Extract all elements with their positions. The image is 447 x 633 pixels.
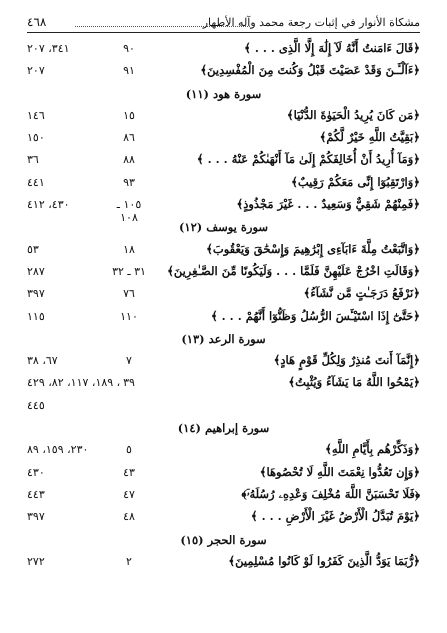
verse-number: ١٥	[123, 108, 135, 122]
verse-number: ٨٨	[123, 153, 135, 167]
surah-title: سورة الرعد (١٣)	[181, 331, 266, 346]
surah-heading-row	[27, 417, 420, 439]
page-references: ٣٩٧	[27, 510, 45, 524]
page-references: ٢٧٢	[27, 554, 45, 568]
verse-text: ﴿وَاتَّبَعْتُ مِلَّةَ ءَابَآءِى إِبْرَٰهِيمَ وَإِسْحَٰقَ وَيَعْقُوبَ﴾	[206, 241, 420, 256]
verse-entry-row	[27, 105, 420, 127]
verse-entry-row	[27, 60, 420, 82]
page-references: ، ١٨٩، ١١٧، ٨٢، ٤٢٩	[27, 376, 121, 390]
page-references: ٣٤١، ٢٠٧	[27, 42, 70, 55]
surah-heading-row	[27, 216, 420, 238]
continuation-row	[27, 395, 420, 417]
verse-entry-row	[27, 38, 420, 60]
verse-text: ﴿وَارْتَقِبُوٓا إِنِّى مَعَكُمْ رَقِيبٌ﴾	[291, 174, 420, 189]
page-references: ٤٣٠، ٤١٢	[27, 198, 70, 212]
verse-entry-row	[27, 484, 420, 506]
surah-title: سورة هود (١١)	[185, 86, 262, 101]
verse-number: ٤٨	[123, 510, 135, 524]
page-references: ٤٤٣	[27, 487, 45, 501]
verse-text: ﴿مَن كَانَ يُرِيدُ الْحَيَوٰةَ الدُّنْيَا﴾	[286, 107, 420, 122]
page-references: ٦٧، ٣٨	[27, 354, 58, 368]
verse-number: ١١٠	[120, 309, 138, 323]
verse-text: ﴿يَمْحُوا اللَّهُ مَا يَشَآءُ وَيُثْبِتُ﴾	[288, 375, 420, 390]
running-title: مشكاة الأنوار في إثبات رجعة محمد وآله الأطهار	[202, 16, 420, 29]
surah-heading-row	[27, 83, 420, 105]
verse-text: ﴿حَتَّىٰٓ إِذَا اسْتَيْـَٔسَ الرُّسُلُ وَظَنُّوٓا أَنَّهُمْ . . . ﴾	[210, 308, 420, 323]
verse-text: ﴿فَلَا تَحْسَبَنَّ اللَّهَ مُخْلِفَ وَعْدِهِۦ رُسُلَهُۥٓ﴾	[241, 486, 420, 501]
verse-text: ﴿إِنَّمَآ أَنتَ مُنذِرٌ وَلِكُلِّ قَوْمٍ هَادٍ﴾	[273, 353, 420, 368]
verse-entry-row	[27, 350, 420, 372]
verse-text: ﴿نَرْفَعُ دَرَجَـٰتٍ مَّن نَّشَآءُ﴾	[303, 286, 420, 301]
page-references: ٣٦	[27, 153, 39, 167]
surah-heading-row	[27, 529, 420, 551]
verse-entry-row	[27, 261, 420, 283]
verse-number: ١٨	[123, 242, 135, 256]
verse-number: ١٠٥ ـ ١٠٨	[116, 198, 142, 225]
surah-title: سورة يوسف (١٢)	[178, 220, 269, 235]
verse-entry-row	[27, 239, 420, 261]
verse-entry-row	[27, 194, 420, 225]
page-references: ٢٣٠، ١٥٩، ٨٩	[27, 443, 89, 457]
verse-entry-row	[27, 127, 420, 149]
surah-heading-row	[27, 328, 420, 350]
page-references: ٤٤١	[27, 175, 45, 189]
verse-number: ٩٠	[123, 42, 135, 55]
page-references: ١٤٦	[27, 108, 45, 122]
page-references: ٣٩٧	[27, 287, 45, 301]
verse-number: ٨٦	[123, 131, 135, 145]
page-references: ٢٨٧	[27, 264, 45, 278]
verse-number: ٣١ ـ ٣٢	[112, 264, 146, 278]
verse-text: ﴿وَذَكِّرْهُم بِأَيَّامِ اللَّهِ﴾	[325, 442, 420, 457]
verse-text: ﴿وَإِن تَعُدُّوا نِعْمَتَ اللَّهِ لَا تُحْصُوهَا﴾	[259, 464, 420, 479]
verse-entry-row	[27, 306, 420, 328]
verse-text: ﴿بَقِيَّتُ اللَّهِ خَيْرٌ لَّكُمْ﴾	[319, 130, 420, 145]
verse-number: ٩١	[123, 64, 135, 78]
verse-number: ٤٣	[123, 465, 135, 479]
page-references: ١٥٠	[27, 131, 45, 145]
verse-index-table	[27, 38, 420, 573]
verse-number: ٥	[126, 443, 132, 457]
verse-entry-row	[27, 372, 420, 394]
page-references: ٤٤٥	[27, 398, 45, 412]
running-header	[27, 10, 420, 33]
header-dotted-leader	[75, 26, 250, 27]
page-references: ٥٣	[27, 242, 39, 256]
verse-entry-row	[27, 462, 420, 484]
verse-entry-row	[27, 172, 420, 194]
verse-number: ٢	[126, 554, 132, 568]
verse-number: ٣٩	[123, 376, 135, 390]
verse-text: ﴿فَمِنْهُمْ شَقِيٌّ وَسَعِيدٌ . . . غَيْرَ مَجْذُوذٍ﴾	[236, 197, 420, 212]
verse-entry-row	[27, 551, 420, 573]
verse-number: ٩٣	[123, 175, 135, 189]
verse-text: ﴿وَقَالَتِ اخْرُجْ عَلَيْهِنَّ فَلَمَّا . . . وَلَيَكُونًا مِّنَ الصَّـٰغِرِينَ﴾	[167, 263, 420, 278]
verse-entry-row	[27, 439, 420, 461]
verse-text: ﴿وَمَآ أُرِيدُ أَنْ أُخَالِفَكُمْ إِلَىٰ مَآ أَنْهَىٰكُمْ عَنْهُ . . . ﴾	[196, 152, 420, 167]
verse-entry-row	[27, 149, 420, 171]
surah-title: سورة الحجر (١٥)	[180, 532, 267, 547]
verse-entry-row	[27, 283, 420, 305]
surah-title: سورة إبراهيم (١٤)	[177, 421, 270, 436]
verse-text: ﴿يَوْمَ تُبَدَّلُ الْأَرْضُ غَيْرَ الْأَرْضِ . . . ﴾	[250, 509, 420, 524]
verse-number: ٤٧	[123, 487, 135, 501]
page-number: ٤٦٨	[27, 15, 47, 29]
verse-text: ﴿رُّبَمَا يَوَدُّ الَّذِينَ كَفَرُوا لَوْ كَانُوا مُسْلِمِينَ﴾	[228, 553, 420, 568]
verse-text: ﴿ءَآلْـَٔـنَ وَقَدْ عَصَيْتَ قَبْلُ وَكُنتَ مِنَ الْمُفْسِدِينَ﴾	[200, 63, 420, 78]
verse-text: ﴿قَالَ ءَامَنتُ أَنَّهُ لَآ إِلَٰهَ إِلَّا الَّذِى . . . ﴾	[244, 41, 420, 55]
verse-entry-row	[27, 506, 420, 528]
page-references: ٤٣٠	[27, 465, 45, 479]
page-references: ٢٠٧	[27, 64, 45, 78]
verse-number: ٧٦	[123, 287, 135, 301]
verse-number: ٧	[126, 354, 132, 368]
page-references: ١١٥	[27, 309, 45, 323]
